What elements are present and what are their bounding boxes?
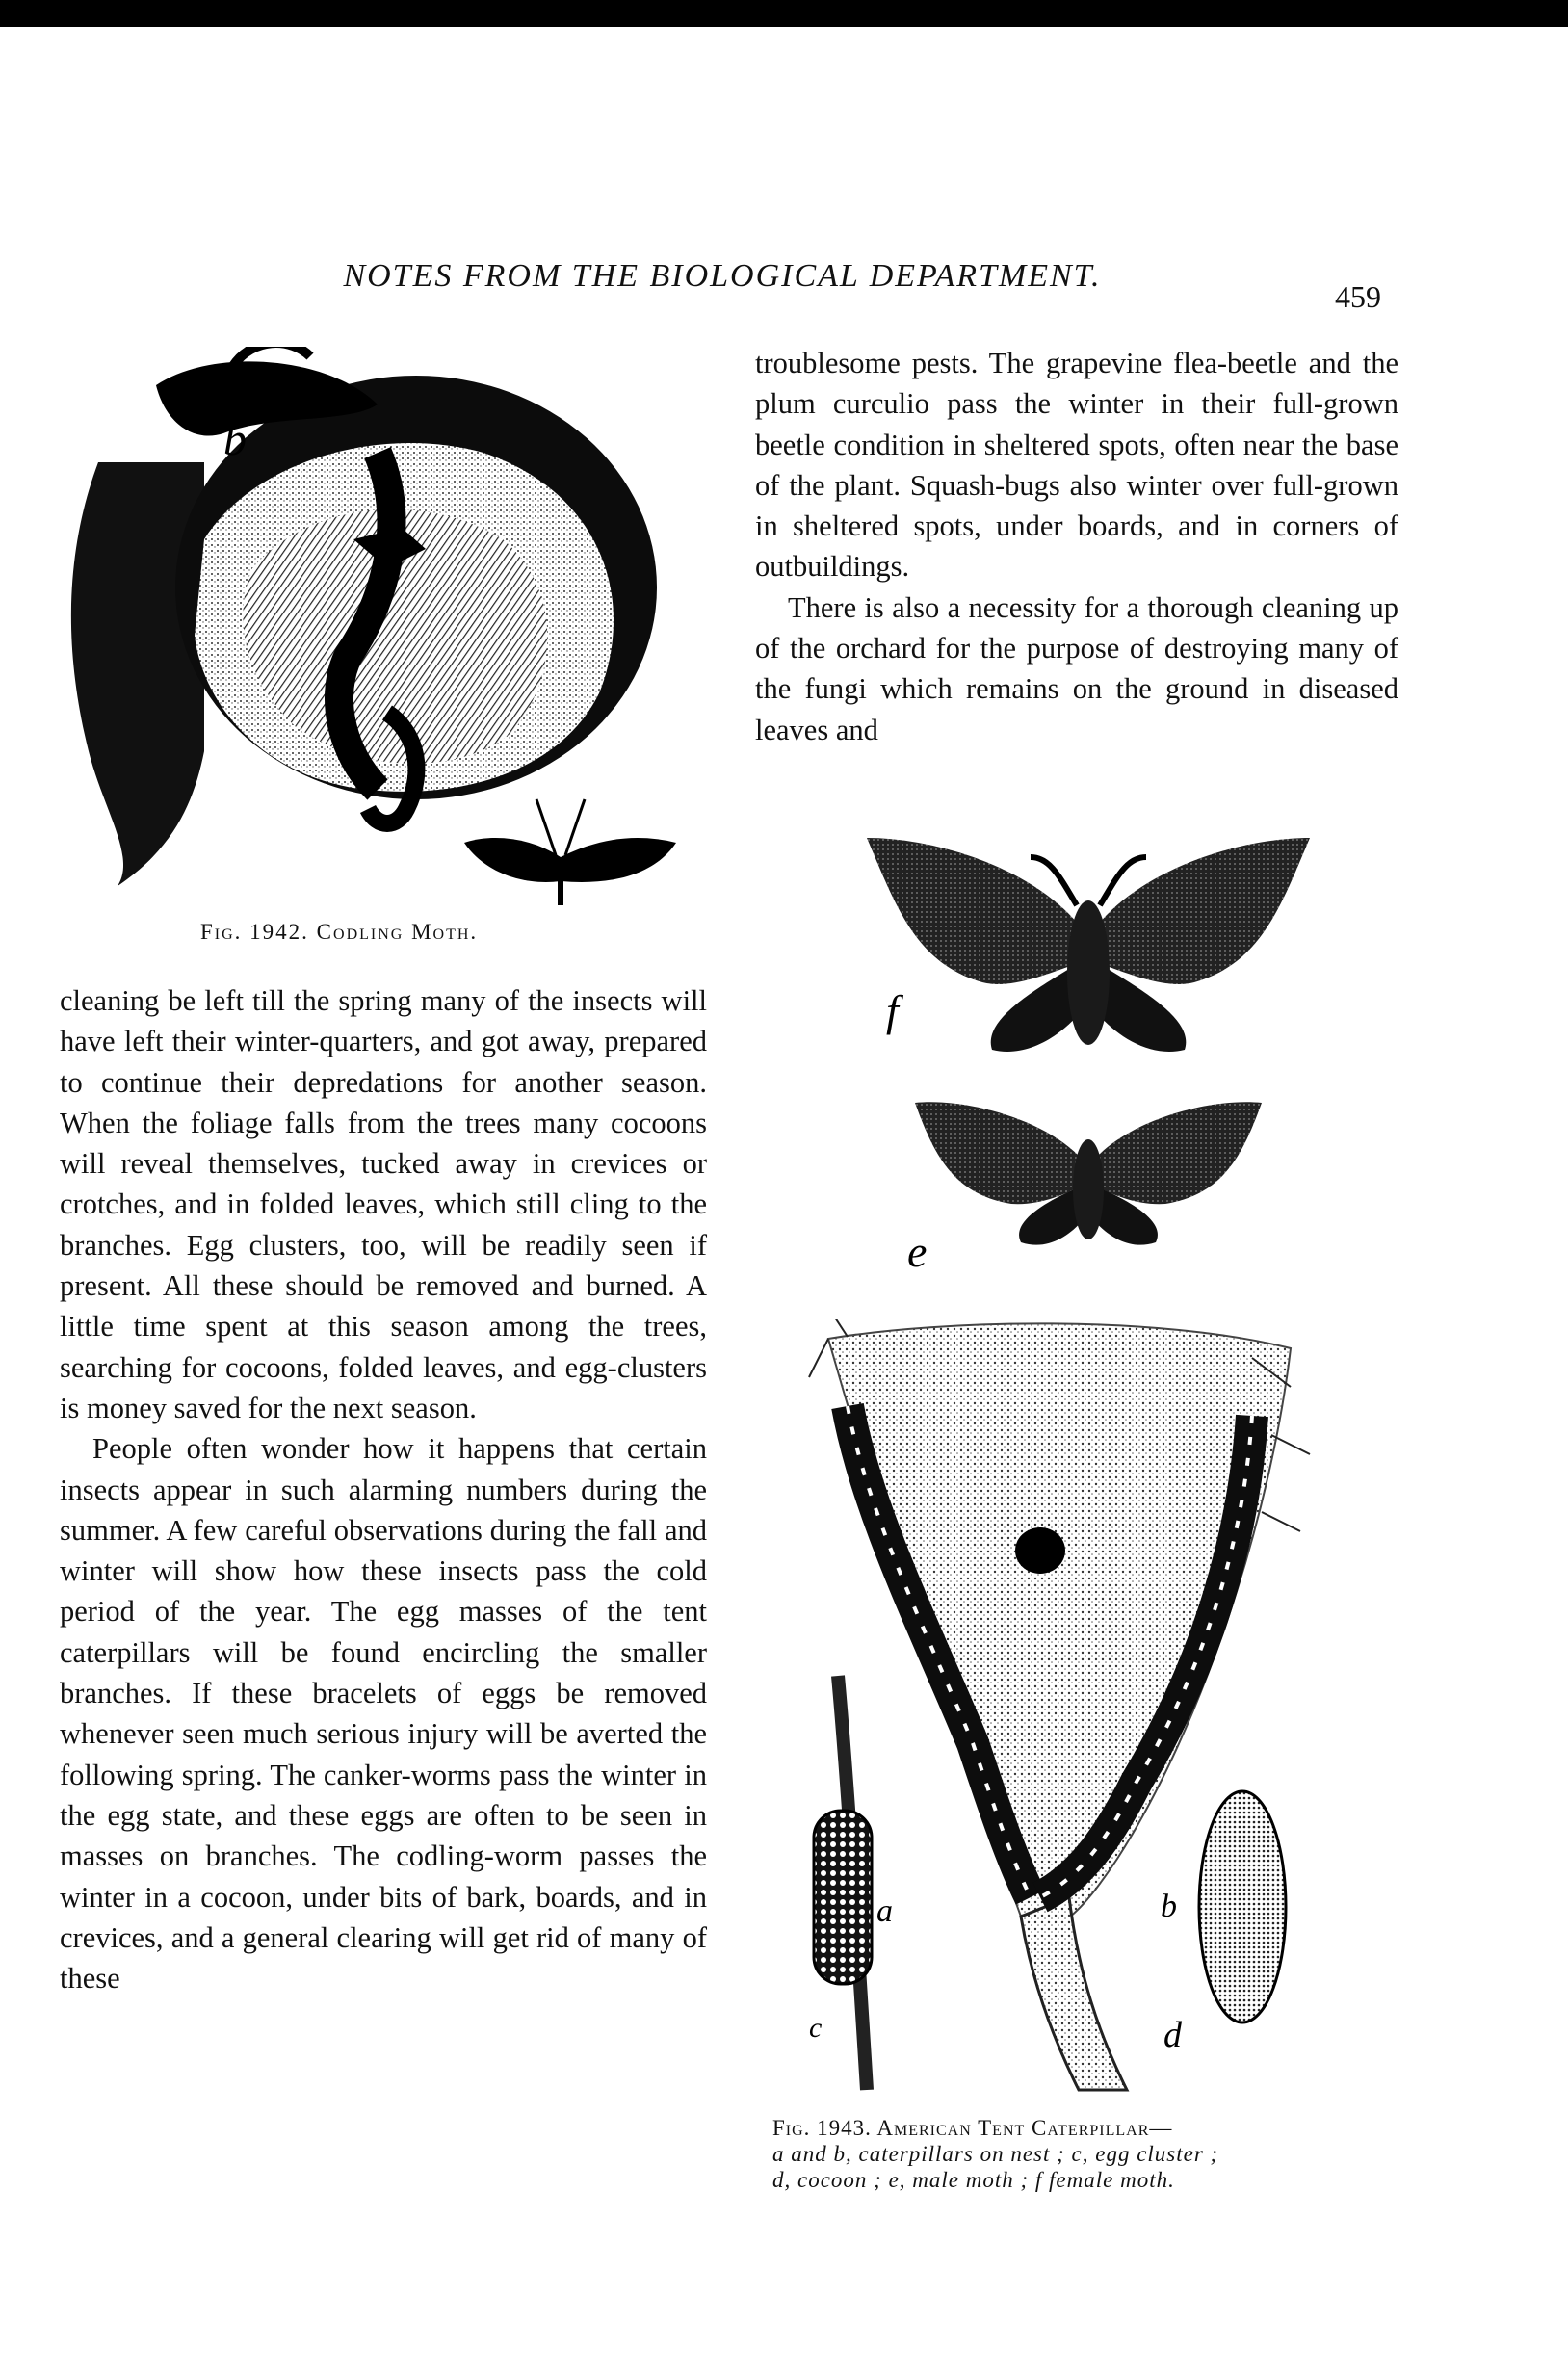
figure-1943-label-d: d	[1163, 2015, 1182, 2055]
figure-1942-label-b: b	[223, 414, 247, 465]
figure-1943-label-f: f	[886, 986, 899, 1035]
page-number: 459	[1335, 279, 1381, 314]
figure-1943-moths	[857, 828, 1320, 1300]
figure-1943-label-e: e	[907, 1227, 928, 1276]
right-column-text	[755, 343, 1398, 750]
left-column-text	[60, 980, 707, 1998]
figure-1942-codling-moth	[60, 347, 695, 905]
figure-1943-caption-line1: Fig. 1943. American Tent Caterpillar—	[772, 2116, 1173, 2140]
scan-top-border	[0, 0, 1568, 27]
figure-1943-caption-line2: a and b, caterpillars on nest ; c, egg cluster ;	[772, 2142, 1219, 2166]
figure-1943-label-b: b	[1161, 1889, 1177, 1924]
figure-1943-label-a: a	[876, 1893, 893, 1929]
figure-1942-caption: Fig. 1942. Codling Moth.	[200, 920, 479, 944]
running-header: NOTES FROM THE BIOLOGICAL DEPARTMENT.	[343, 258, 1102, 294]
paragraph: There is also a necessity for a thorough cleaning up of the orchard for the purpose of destroying many of the fungi which remains on the ground in diseased leaves and	[755, 590, 1398, 746]
female-moth	[867, 838, 1310, 1052]
figure-1943-tent-caterpillar-nest	[790, 1319, 1329, 2100]
figure-1943-label-c: c	[809, 2012, 823, 2044]
male-moth	[915, 1102, 1262, 1244]
paragraph: People often wonder how it happens that certain insects appear in such alarming numbers during the summer. A few careful observations during the fall and winter will show how these insects pass the cold period of the year. The egg masses of the tent caterpillars will be found encircling the smaller branches. If these bracelets of eggs be removed whenever seen much serious injury will be averted the following spring. The canker-worms pass the winter in the egg state, and these eggs are often to be seen in masses on branches. The codling-worm passes the winter in a cocoon, under bits of bark, boards, and in crevices, and a general clearing will get rid of many of these	[60, 1432, 707, 1996]
figure-1943-caption-line3: d, cocoon ; e, male moth ; f female moth.	[772, 2168, 1175, 2192]
paragraph: troublesome pests. The grapevine flea-beetle and the plum curculio pass the winter in their full-grown beetle condition in sheltered spots, often near the base of the plant. Squash-bugs also winter over full-grown in sheltered spots, under boards, and in corners of outbuildings.	[755, 347, 1398, 584]
figure-1943-caption	[772, 2115, 1370, 2193]
paragraph: cleaning be left till the spring many of the insects will have left their winter-quarters, and got away, prepared to continue their depredations for another season. When the foliage falls from the trees many cocoons will reveal themselves, tucked away in crevices or crotches, and in folded leaves, which still cling to the branches. Egg clusters, too, will be readily seen if present. All these should be removed and burned. A little time spent at this season among the trees, searching for cocoons, folded leaves, and egg-clusters is money saved for the next season.	[60, 984, 707, 1424]
